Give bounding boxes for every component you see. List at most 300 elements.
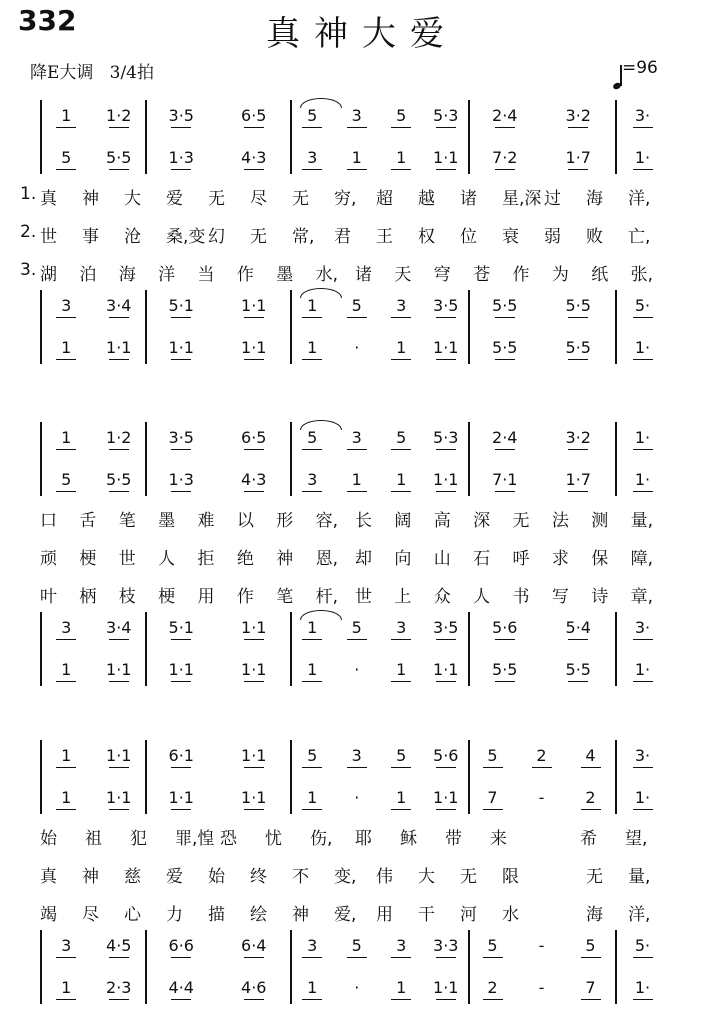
note: 1 — [396, 470, 407, 489]
note: - — [538, 788, 545, 807]
underline-beat — [347, 169, 367, 170]
note: 1 — [307, 978, 318, 997]
lyric-syllable: 恩, — [315, 549, 339, 569]
note: 1 — [61, 978, 72, 997]
underline-beat — [109, 127, 129, 128]
slur-tie — [300, 288, 342, 298]
lyric-syllable: 带 — [445, 829, 462, 849]
underline-beat — [391, 809, 411, 810]
bar-line — [615, 422, 617, 496]
underline-beat — [568, 639, 588, 640]
note: - — [538, 936, 545, 955]
lyric-syllable: 描 — [208, 905, 225, 925]
note: 3·5 — [433, 618, 459, 637]
note: 1 — [351, 148, 362, 167]
lyric-syllable: 为 — [551, 265, 569, 285]
lyric-syllable: 障, — [630, 549, 654, 569]
lyric-syllable: 张, — [630, 265, 654, 285]
note: 1·1 — [106, 338, 132, 357]
note: 1· — [634, 788, 651, 807]
lyric-syllable: 洋, — [628, 905, 651, 925]
note: 1·3 — [168, 470, 194, 489]
note: 3·4 — [106, 618, 132, 637]
note: 1·1 — [433, 788, 459, 807]
note: 1 — [396, 338, 407, 357]
note: 3 — [61, 618, 72, 637]
underline-beat — [109, 809, 129, 810]
lyric-syllable: 超 — [376, 189, 393, 209]
underline-beat — [56, 169, 76, 170]
bar-line — [145, 930, 147, 1004]
note: 5·4 — [565, 618, 591, 637]
underline-beat — [483, 809, 503, 810]
underline-beat — [436, 639, 456, 640]
lyric-syllable: 柄 — [79, 587, 97, 607]
note: 3·2 — [565, 428, 591, 447]
lyric-syllable: 来 — [490, 829, 507, 849]
note: 3·4 — [106, 296, 132, 315]
lyric-syllable: 难 — [197, 511, 215, 531]
underline-beat — [633, 767, 653, 768]
verse-number: 3. — [20, 260, 37, 280]
underline-beat — [171, 491, 191, 492]
lyric-syllable: 用 — [197, 587, 215, 607]
lyric-syllable: 慈 — [124, 867, 141, 887]
note: 1· — [634, 148, 651, 167]
note: 5·6 — [492, 618, 518, 637]
note: 3·5 — [168, 428, 194, 447]
underline-beat — [436, 809, 456, 810]
underline-beat — [171, 767, 191, 768]
underline-beat — [244, 169, 264, 170]
bar-line — [145, 100, 147, 174]
underline-beat — [436, 767, 456, 768]
note: 3 — [351, 428, 362, 447]
note: 4 — [585, 746, 596, 765]
lyric-syllable: 无 — [460, 867, 477, 887]
lyric-syllable: 尽 — [82, 905, 99, 925]
lyric-syllable: 无 — [292, 189, 309, 209]
note: 1· — [634, 338, 651, 357]
key-signature: 降E大调 — [30, 63, 94, 83]
note: 5·5 — [565, 660, 591, 679]
underline-beat — [302, 127, 322, 128]
lyric-syllable: 诗 — [591, 587, 609, 607]
underline-beat — [633, 639, 653, 640]
lyric-syllable: 纸 — [591, 265, 609, 285]
underline-beat — [244, 359, 264, 360]
underline-beat — [244, 999, 264, 1000]
underline-beat — [436, 957, 456, 958]
lyric-syllable: 写 — [551, 587, 569, 607]
underline-beat — [56, 127, 76, 128]
underline-beat — [109, 999, 129, 1000]
lyric-syllable: 容, — [315, 511, 339, 531]
note: 5 — [396, 428, 407, 447]
bar-line — [290, 930, 292, 1004]
underline-beat — [171, 127, 191, 128]
lyric-syllable: 泊 — [79, 265, 97, 285]
lyric-syllable: 海 — [586, 905, 603, 925]
underline-beat — [171, 681, 191, 682]
note: 3· — [634, 746, 651, 765]
note: 6·4 — [241, 936, 267, 955]
note: 5·1 — [168, 618, 194, 637]
note: 1·1 — [168, 788, 194, 807]
note: 3·5 — [433, 296, 459, 315]
underline-beat — [436, 449, 456, 450]
note: 1· — [634, 660, 651, 679]
note: · — [354, 338, 360, 357]
underline-beat — [56, 767, 76, 768]
bar-line — [40, 612, 42, 686]
lyric-syllable: 事 — [82, 227, 99, 247]
underline-beat — [302, 999, 322, 1000]
note: 1· — [634, 428, 651, 447]
note: 5· — [634, 296, 651, 315]
underline-beat — [633, 317, 653, 318]
underline-beat — [391, 999, 411, 1000]
underline-beat — [109, 491, 129, 492]
lyric-syllable: 众 — [433, 587, 451, 607]
note: 7·2 — [492, 148, 518, 167]
note: 4·6 — [241, 978, 267, 997]
underline-beat — [391, 767, 411, 768]
underline-beat — [244, 639, 264, 640]
lyric-syllable: 高 — [433, 511, 451, 531]
underline-beat — [56, 639, 76, 640]
note: 3 — [396, 936, 407, 955]
bar-line — [615, 290, 617, 364]
note: 5 — [351, 618, 362, 637]
note: 1·1 — [241, 660, 267, 679]
bar-line — [290, 612, 292, 686]
underline-beat — [483, 999, 503, 1000]
note: 5·5 — [565, 338, 591, 357]
underline-beat — [391, 957, 411, 958]
underline-beat — [495, 491, 515, 492]
note: 1·3 — [168, 148, 194, 167]
note: 5·3 — [433, 106, 459, 125]
note: 1·1 — [168, 660, 194, 679]
time-signature: 3/4拍 — [109, 63, 154, 83]
underline-beat — [244, 957, 264, 958]
note: 3 — [396, 618, 407, 637]
note: 6·5 — [241, 106, 267, 125]
note: 1 — [396, 148, 407, 167]
lyric-syllable: 世 — [355, 587, 372, 607]
verse-number: 2. — [20, 222, 37, 242]
note: 5 — [396, 106, 407, 125]
underline-beat — [109, 681, 129, 682]
lyric-syllable: 权 — [418, 227, 435, 247]
bar-line — [468, 740, 470, 814]
underline-beat — [633, 681, 653, 682]
underline-beat — [633, 999, 653, 1000]
underline-beat — [171, 957, 191, 958]
note: 1·7 — [565, 148, 591, 167]
note: 2 — [487, 978, 498, 997]
note: 1·1 — [106, 788, 132, 807]
lyric-syllable: 爱 — [166, 867, 183, 887]
note: 1·2 — [106, 428, 132, 447]
underline-beat — [436, 169, 456, 170]
lyric-syllable: 祖 — [85, 829, 102, 849]
underline-beat — [391, 127, 411, 128]
lyric-syllable: 笔 — [276, 587, 294, 607]
underline-beat — [436, 491, 456, 492]
lyric-syllable: 耶 — [355, 829, 372, 849]
note: 1 — [396, 978, 407, 997]
underline-beat — [302, 681, 322, 682]
underline-beat — [495, 127, 515, 128]
lyric-syllable: 桑,变 — [166, 227, 206, 247]
underline-beat — [483, 767, 503, 768]
lyric-syllable: 伟 — [376, 867, 393, 887]
bar-line — [615, 740, 617, 814]
note: 1 — [61, 660, 72, 679]
underline-beat — [244, 127, 264, 128]
underline-beat — [109, 317, 129, 318]
lyric-syllable: 心 — [124, 905, 141, 925]
underline-beat — [581, 957, 601, 958]
underline-beat — [109, 169, 129, 170]
note: 5·5 — [492, 338, 518, 357]
note: 1·1 — [433, 470, 459, 489]
underline-beat — [302, 491, 322, 492]
note: 1·1 — [433, 148, 459, 167]
note: · — [354, 788, 360, 807]
lyric-syllable: 弱 — [544, 227, 561, 247]
underline-beat — [633, 809, 653, 810]
tempo-marking — [614, 58, 658, 78]
note: 4·5 — [106, 936, 132, 955]
bar-line — [290, 290, 292, 364]
lyric-syllable: 沧 — [124, 227, 141, 247]
lyric-syllable: 作 — [236, 265, 254, 285]
lyric-syllable: 穷, — [334, 189, 357, 209]
lyric-syllable: 用 — [376, 905, 393, 925]
note: 3 — [307, 470, 318, 489]
underline-beat — [171, 999, 191, 1000]
note: 2·4 — [492, 106, 518, 125]
lyric-syllable: 星,深 — [502, 189, 542, 209]
note: 1·7 — [565, 470, 591, 489]
lyric-syllable: 穹 — [433, 265, 451, 285]
note: 1 — [61, 788, 72, 807]
lyric-syllable: 向 — [394, 549, 412, 569]
note: 1 — [61, 338, 72, 357]
note: 1·1 — [106, 660, 132, 679]
underline-beat — [391, 449, 411, 450]
underline-beat — [391, 169, 411, 170]
lyric-syllable: 上 — [394, 587, 412, 607]
note: 4·3 — [241, 470, 267, 489]
lyric-syllable: 终 — [250, 867, 267, 887]
note: 6·1 — [168, 746, 194, 765]
note: 5·1 — [168, 296, 194, 315]
note: 1·2 — [106, 106, 132, 125]
note: 3 — [61, 936, 72, 955]
lyric-syllable: 限 — [502, 867, 519, 887]
note: 5 — [487, 936, 498, 955]
lyric-syllable: 墨 — [158, 511, 176, 531]
note: 1 — [61, 106, 72, 125]
tempo-value: =96 — [622, 58, 658, 78]
underline-beat — [56, 999, 76, 1000]
note: 3 — [396, 296, 407, 315]
lyric-syllable: 苍 — [473, 265, 491, 285]
note: 1· — [634, 978, 651, 997]
underline-beat — [568, 491, 588, 492]
note: 5·5 — [106, 148, 132, 167]
lyric-syllable: 海 — [586, 189, 603, 209]
underline-beat — [568, 449, 588, 450]
lyric-syllable: 湖 — [40, 265, 57, 285]
note: 1 — [307, 618, 318, 637]
lyric-syllable: 山 — [433, 549, 451, 569]
lyric-syllable: 神 — [292, 905, 309, 925]
lyric-syllable: 罪,惶 — [175, 829, 215, 849]
lyric-syllable: 爱 — [166, 189, 183, 209]
underline-beat — [391, 491, 411, 492]
lyric-syllable: 王 — [376, 227, 393, 247]
underline-beat — [56, 449, 76, 450]
lyric-syllable: 大 — [124, 189, 141, 209]
underline-beat — [391, 681, 411, 682]
lyric-syllable: 过 — [544, 189, 561, 209]
lyric-syllable: 世 — [118, 549, 136, 569]
underline-beat — [302, 809, 322, 810]
lyric-syllable: 无 — [250, 227, 267, 247]
lyric-syllable: 幻 — [208, 227, 225, 247]
lyric-syllable: 水, — [315, 265, 339, 285]
bar-line — [40, 100, 42, 174]
slur-tie — [300, 610, 342, 620]
note: 5 — [61, 470, 72, 489]
underline-beat — [302, 449, 322, 450]
lyric-syllable: 以 — [236, 511, 254, 531]
underline-beat — [495, 317, 515, 318]
note: 1· — [634, 470, 651, 489]
underline-beat — [391, 639, 411, 640]
lyric-syllable: 保 — [591, 549, 609, 569]
note: 1 — [351, 470, 362, 489]
underline-beat — [56, 809, 76, 810]
underline-beat — [347, 127, 367, 128]
lyric-syllable: 竭 — [40, 905, 57, 925]
note: 5·5 — [492, 660, 518, 679]
note: 3·3 — [433, 936, 459, 955]
bar-line — [468, 422, 470, 496]
lyric-syllable: 亡, — [628, 227, 651, 247]
lyric-syllable: 爱, — [334, 905, 357, 925]
slur-tie — [300, 98, 342, 108]
lyric-syllable: 真 — [40, 189, 57, 209]
lyric-syllable: 杆, — [315, 587, 339, 607]
bar-line — [40, 290, 42, 364]
lyric-syllable: 望, — [625, 829, 648, 849]
lyric-syllable: 长 — [355, 511, 372, 531]
lyric-syllable: 量, — [630, 511, 654, 531]
bar-line — [615, 100, 617, 174]
bar-line — [615, 930, 617, 1004]
lyric-syllable: 顽 — [40, 549, 57, 569]
underline-beat — [109, 359, 129, 360]
note: 2 — [536, 746, 547, 765]
lyric-syllable: 世 — [40, 227, 57, 247]
underline-beat — [581, 809, 601, 810]
note: 5·5 — [106, 470, 132, 489]
lyric-syllable: 神 — [82, 867, 99, 887]
lyric-syllable: 大 — [418, 867, 435, 887]
slur-tie — [300, 420, 342, 430]
note: 5· — [634, 936, 651, 955]
lyric-syllable: 常, — [292, 227, 315, 247]
note: 3·2 — [565, 106, 591, 125]
underline-beat — [495, 639, 515, 640]
note: 3 — [307, 936, 318, 955]
lyric-syllable: 恐 — [220, 829, 237, 849]
note: 3· — [634, 618, 651, 637]
note: 4·4 — [168, 978, 194, 997]
note: 1·1 — [241, 746, 267, 765]
underline-beat — [244, 681, 264, 682]
lyric-syllable: 神 — [276, 549, 294, 569]
lyric-syllable: 章, — [630, 587, 654, 607]
underline-beat — [347, 957, 367, 958]
note: 1 — [61, 746, 72, 765]
note: 5 — [487, 746, 498, 765]
lyric-syllable: 希 — [580, 829, 597, 849]
bar-line — [290, 100, 292, 174]
underline-beat — [633, 169, 653, 170]
lyric-syllable: 洋, — [628, 189, 651, 209]
bar-line — [468, 290, 470, 364]
note: 3 — [61, 296, 72, 315]
underline-beat — [391, 359, 411, 360]
underline-beat — [532, 767, 552, 768]
note: 4·3 — [241, 148, 267, 167]
lyric-syllable: 变, — [334, 867, 357, 887]
underline-beat — [302, 639, 322, 640]
underline-beat — [171, 359, 191, 360]
underline-beat — [391, 317, 411, 318]
bar-line — [468, 930, 470, 1004]
underline-beat — [171, 639, 191, 640]
note: 1 — [61, 428, 72, 447]
lyric-syllable: 水 — [502, 905, 519, 925]
note: 5 — [351, 936, 362, 955]
underline-beat — [568, 169, 588, 170]
bar-line — [290, 740, 292, 814]
note: - — [538, 978, 545, 997]
lyric-syllable: 尽 — [250, 189, 267, 209]
bar-line — [290, 422, 292, 496]
underline-beat — [56, 491, 76, 492]
lyric-syllable: 稣 — [400, 829, 417, 849]
lyric-syllable: 伤, — [310, 829, 333, 849]
bar-line — [40, 740, 42, 814]
underline-beat — [109, 639, 129, 640]
underline-beat — [633, 127, 653, 128]
lyric-syllable: 形 — [276, 511, 294, 531]
underline-beat — [436, 681, 456, 682]
lyric-syllable: 口 — [40, 511, 57, 531]
underline-beat — [244, 809, 264, 810]
underline-beat — [244, 449, 264, 450]
underline-beat — [171, 317, 191, 318]
